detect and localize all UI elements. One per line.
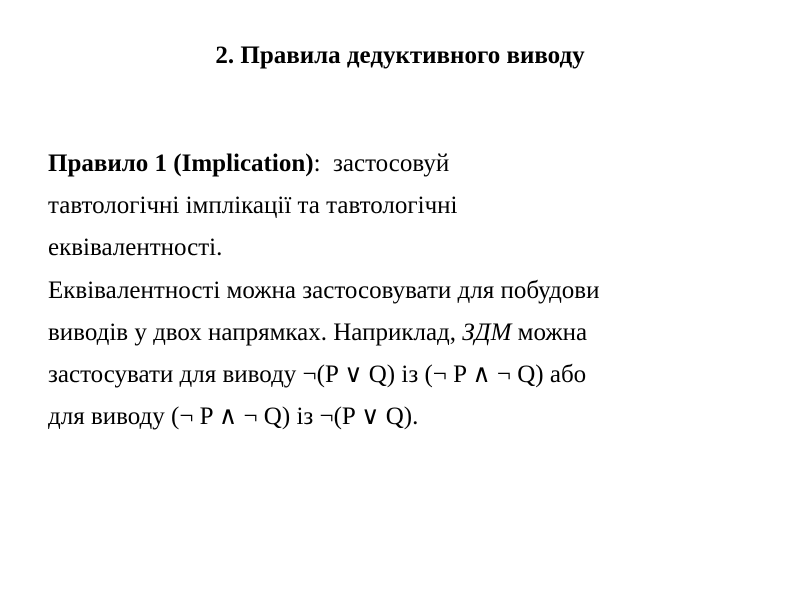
rule-name: Правило 1 (Implication) [48, 150, 314, 177]
paragraph-line-2-start: виводів у двох напрямках. Наприклад, [48, 318, 463, 346]
paragraph-line-2 [48, 312, 768, 354]
paragraph-line-1: Еквівалентності можна застосовувати для побудови [48, 276, 600, 304]
slide-body [48, 143, 768, 438]
rule-line-3: еквівалентності. [48, 234, 223, 262]
slide-title: 2. Правила дедуктивного виводу [215, 42, 585, 69]
rule-colon: : [313, 150, 321, 177]
rule-line-2: тавтологічні імплікації та тавтологічні [48, 192, 458, 220]
paragraph-line-3: застосувати для виводу ¬(P ∨ Q) із (¬ P ∧ ¬ Q) або [48, 361, 587, 389]
paragraph-line-4: для виводу (¬ P ∧ ¬ Q) із ¬(P ∨ Q). [48, 403, 419, 431]
paragraph-line-2-end: можна [511, 318, 588, 346]
rule-line-1 [48, 143, 768, 185]
zdm-abbreviation: ЗДМ [462, 318, 512, 346]
rule-text-1: застосовуй [320, 150, 450, 177]
